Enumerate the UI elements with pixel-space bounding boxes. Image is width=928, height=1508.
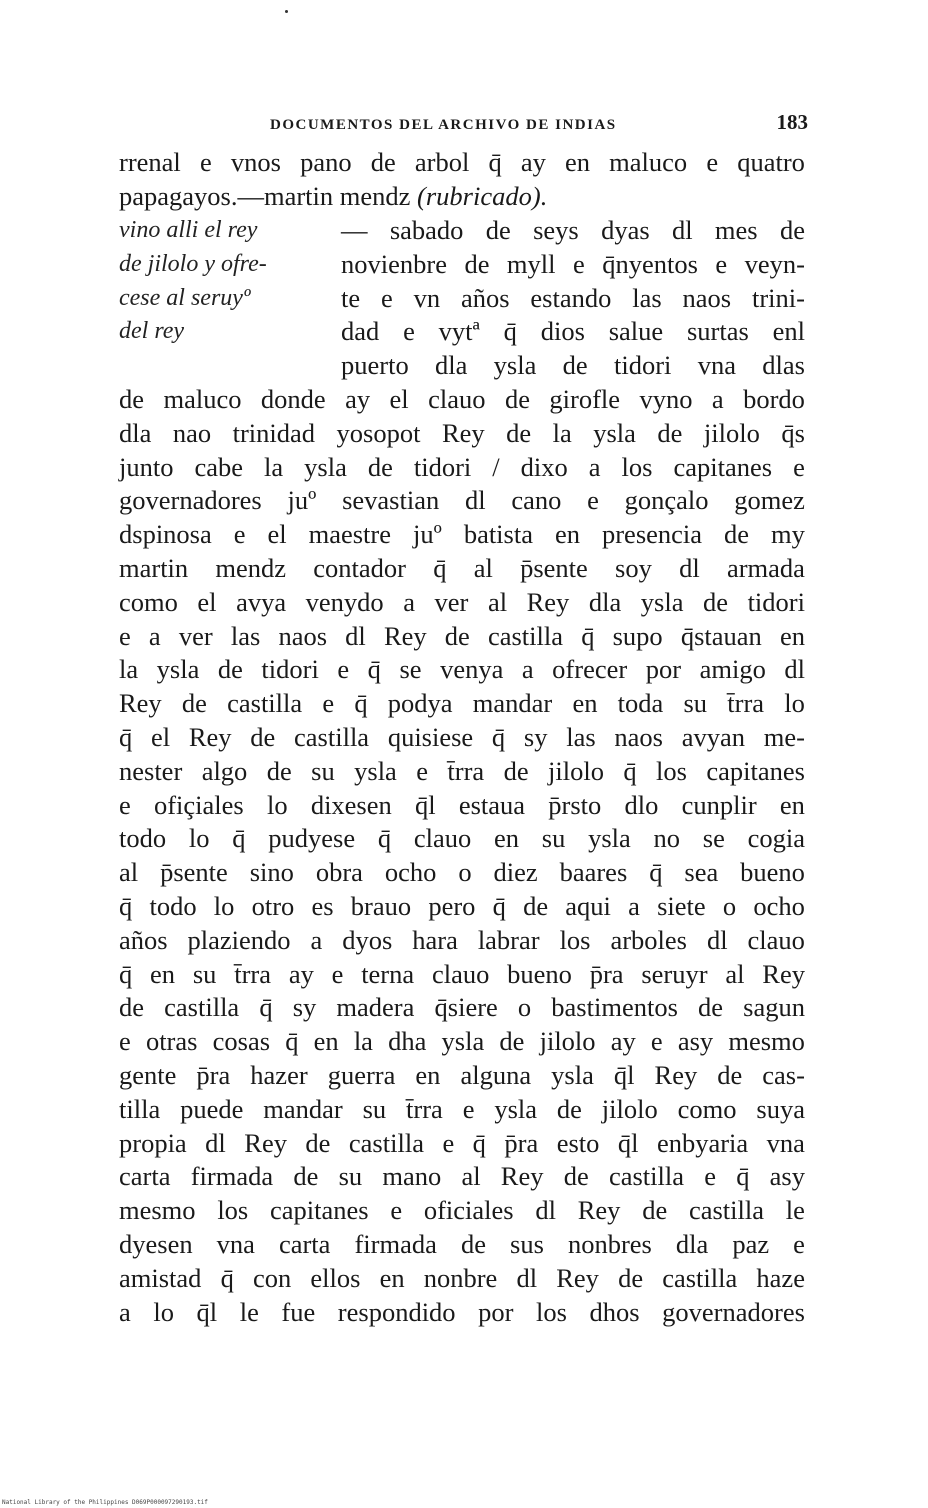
text-line: dyesen vna carta firmada de sus nonbres dla paz e: [119, 1228, 805, 1259]
text-line: papagayos.—martin mendz (rubricado).: [119, 180, 805, 214]
running-header: [270, 110, 808, 135]
text-line: de maluco donde ay el clauo de girofle vyno a bordo: [119, 384, 805, 414]
text-line: gente p̄ra hazer guerra en alguna ysla q̄l Rey de cas-: [119, 1059, 805, 1090]
marginal-note-line: del rey: [119, 318, 185, 345]
text-line: e ofiçiales lo dixesen q̄l estaua p̄rsto dlo cunplir en: [119, 789, 805, 820]
marginal-note: [119, 214, 319, 349]
text-line: q̄ en su t̄rra ay e terna clauo bueno p̄ra seruyr al Rey: [119, 958, 805, 989]
text-line: e otras cosas q̄ en la dha ysla de jilolo ay e asy mesmo: [119, 1026, 805, 1057]
text-line: puerto dla ysla de tidori vna dlas: [341, 350, 805, 381]
text-line: al p̄sente sino obra ocho o diez baares q̄ sea bueno: [119, 857, 805, 888]
text-line: carta firmada de su mano al Rey de castilla e q̄ asy: [119, 1161, 805, 1192]
text-line: te e vn años estando las naos trini-: [341, 282, 805, 313]
text-line: todo lo q̄ pudyese q̄ clauo en su ysla no se cogia: [119, 823, 805, 854]
text-line: q̄ el Rey de castilla quisiese q̄ sy las naos avyan me-: [119, 721, 805, 752]
text-line: dad e vytª q̄ dios salue surtas enl: [341, 316, 805, 347]
text-line: de castilla q̄ sy madera q̄siere o bastimentos de sagun: [119, 992, 805, 1023]
text-line: — sabado de seys dyas dl mes de: [341, 215, 805, 245]
marginal-note-line: de jilolo y ofre-: [119, 250, 267, 277]
body-paragraph: [119, 383, 805, 1329]
scan-footer: National Library of the Philippines D069P000097290193.tif: [2, 1499, 208, 1506]
text-line: rrenal e vnos pano de arbol q̄ ay en maluco e quatro: [119, 147, 805, 177]
text-line: nester algo de su ysla e t̄rra de jilolo q̄ los capitanes: [119, 755, 805, 786]
running-title: DOCUMENTOS DEL ARCHIVO DE INDIAS: [270, 117, 617, 133]
text-line: martin mendz contador q̄ al p̄sente soy dl armada: [119, 552, 805, 583]
text-line: e a ver las naos dl Rey de castilla q̄ supo q̄stauan en: [119, 620, 805, 651]
marginal-note-line: vino alli el rey: [119, 217, 258, 243]
text-line: q̄ todo lo otro es brauo pero q̄ de aqui a siete o ocho: [119, 890, 805, 921]
text-line: mesmo los capitanes e oficiales dl Rey de castilla le: [119, 1195, 805, 1226]
page-number: 183: [776, 110, 808, 134]
text-line: propia dl Rey de castilla e q̄ p̄ra esto q̄l enbyaria vna: [119, 1127, 805, 1158]
indented-paragraph: [341, 214, 805, 383]
text-line: años plaziendo a dyos hara labrar los arboles dl clauo: [119, 924, 805, 955]
text-line: novienbre de myll e q̄nyentos e veyn-: [341, 248, 805, 279]
text-line: tilla puede mandar su t̄rra e ysla de jilolo como suya: [119, 1093, 805, 1124]
text-line: a lo q̄l le fue respondido por los dhos governadores: [119, 1296, 805, 1327]
text-line: la ysla de tidori e q̄ se venya a ofrecer por amigo dl: [119, 654, 805, 685]
text-line: dla nao trinidad yosopot Rey de la ysla de jilolo q̄s: [119, 417, 805, 448]
rubricado-note: (rubricado).: [417, 180, 548, 211]
text-line: junto cabe la ysla de tidori / dixo a los capitanes e: [119, 451, 805, 482]
marginal-note-line: cese al seruyº: [119, 284, 251, 311]
intro-paragraph: [119, 146, 805, 214]
text-line: amistad q̄ con ellos en nonbre dl Rey de castilla haze: [119, 1262, 805, 1293]
text-line: governadores juº sevastian dl cano e gonçalo gomez: [119, 485, 805, 516]
text-line: dspinosa e el maestre juº batista en presencia de my: [119, 519, 805, 550]
ink-speck: [285, 10, 288, 13]
text-line: Rey de castilla e q̄ podya mandar en toda su t̄rra lo: [119, 688, 805, 719]
text-line: como el avya venydo a ver al Rey dla ysla de tidori: [119, 586, 805, 617]
